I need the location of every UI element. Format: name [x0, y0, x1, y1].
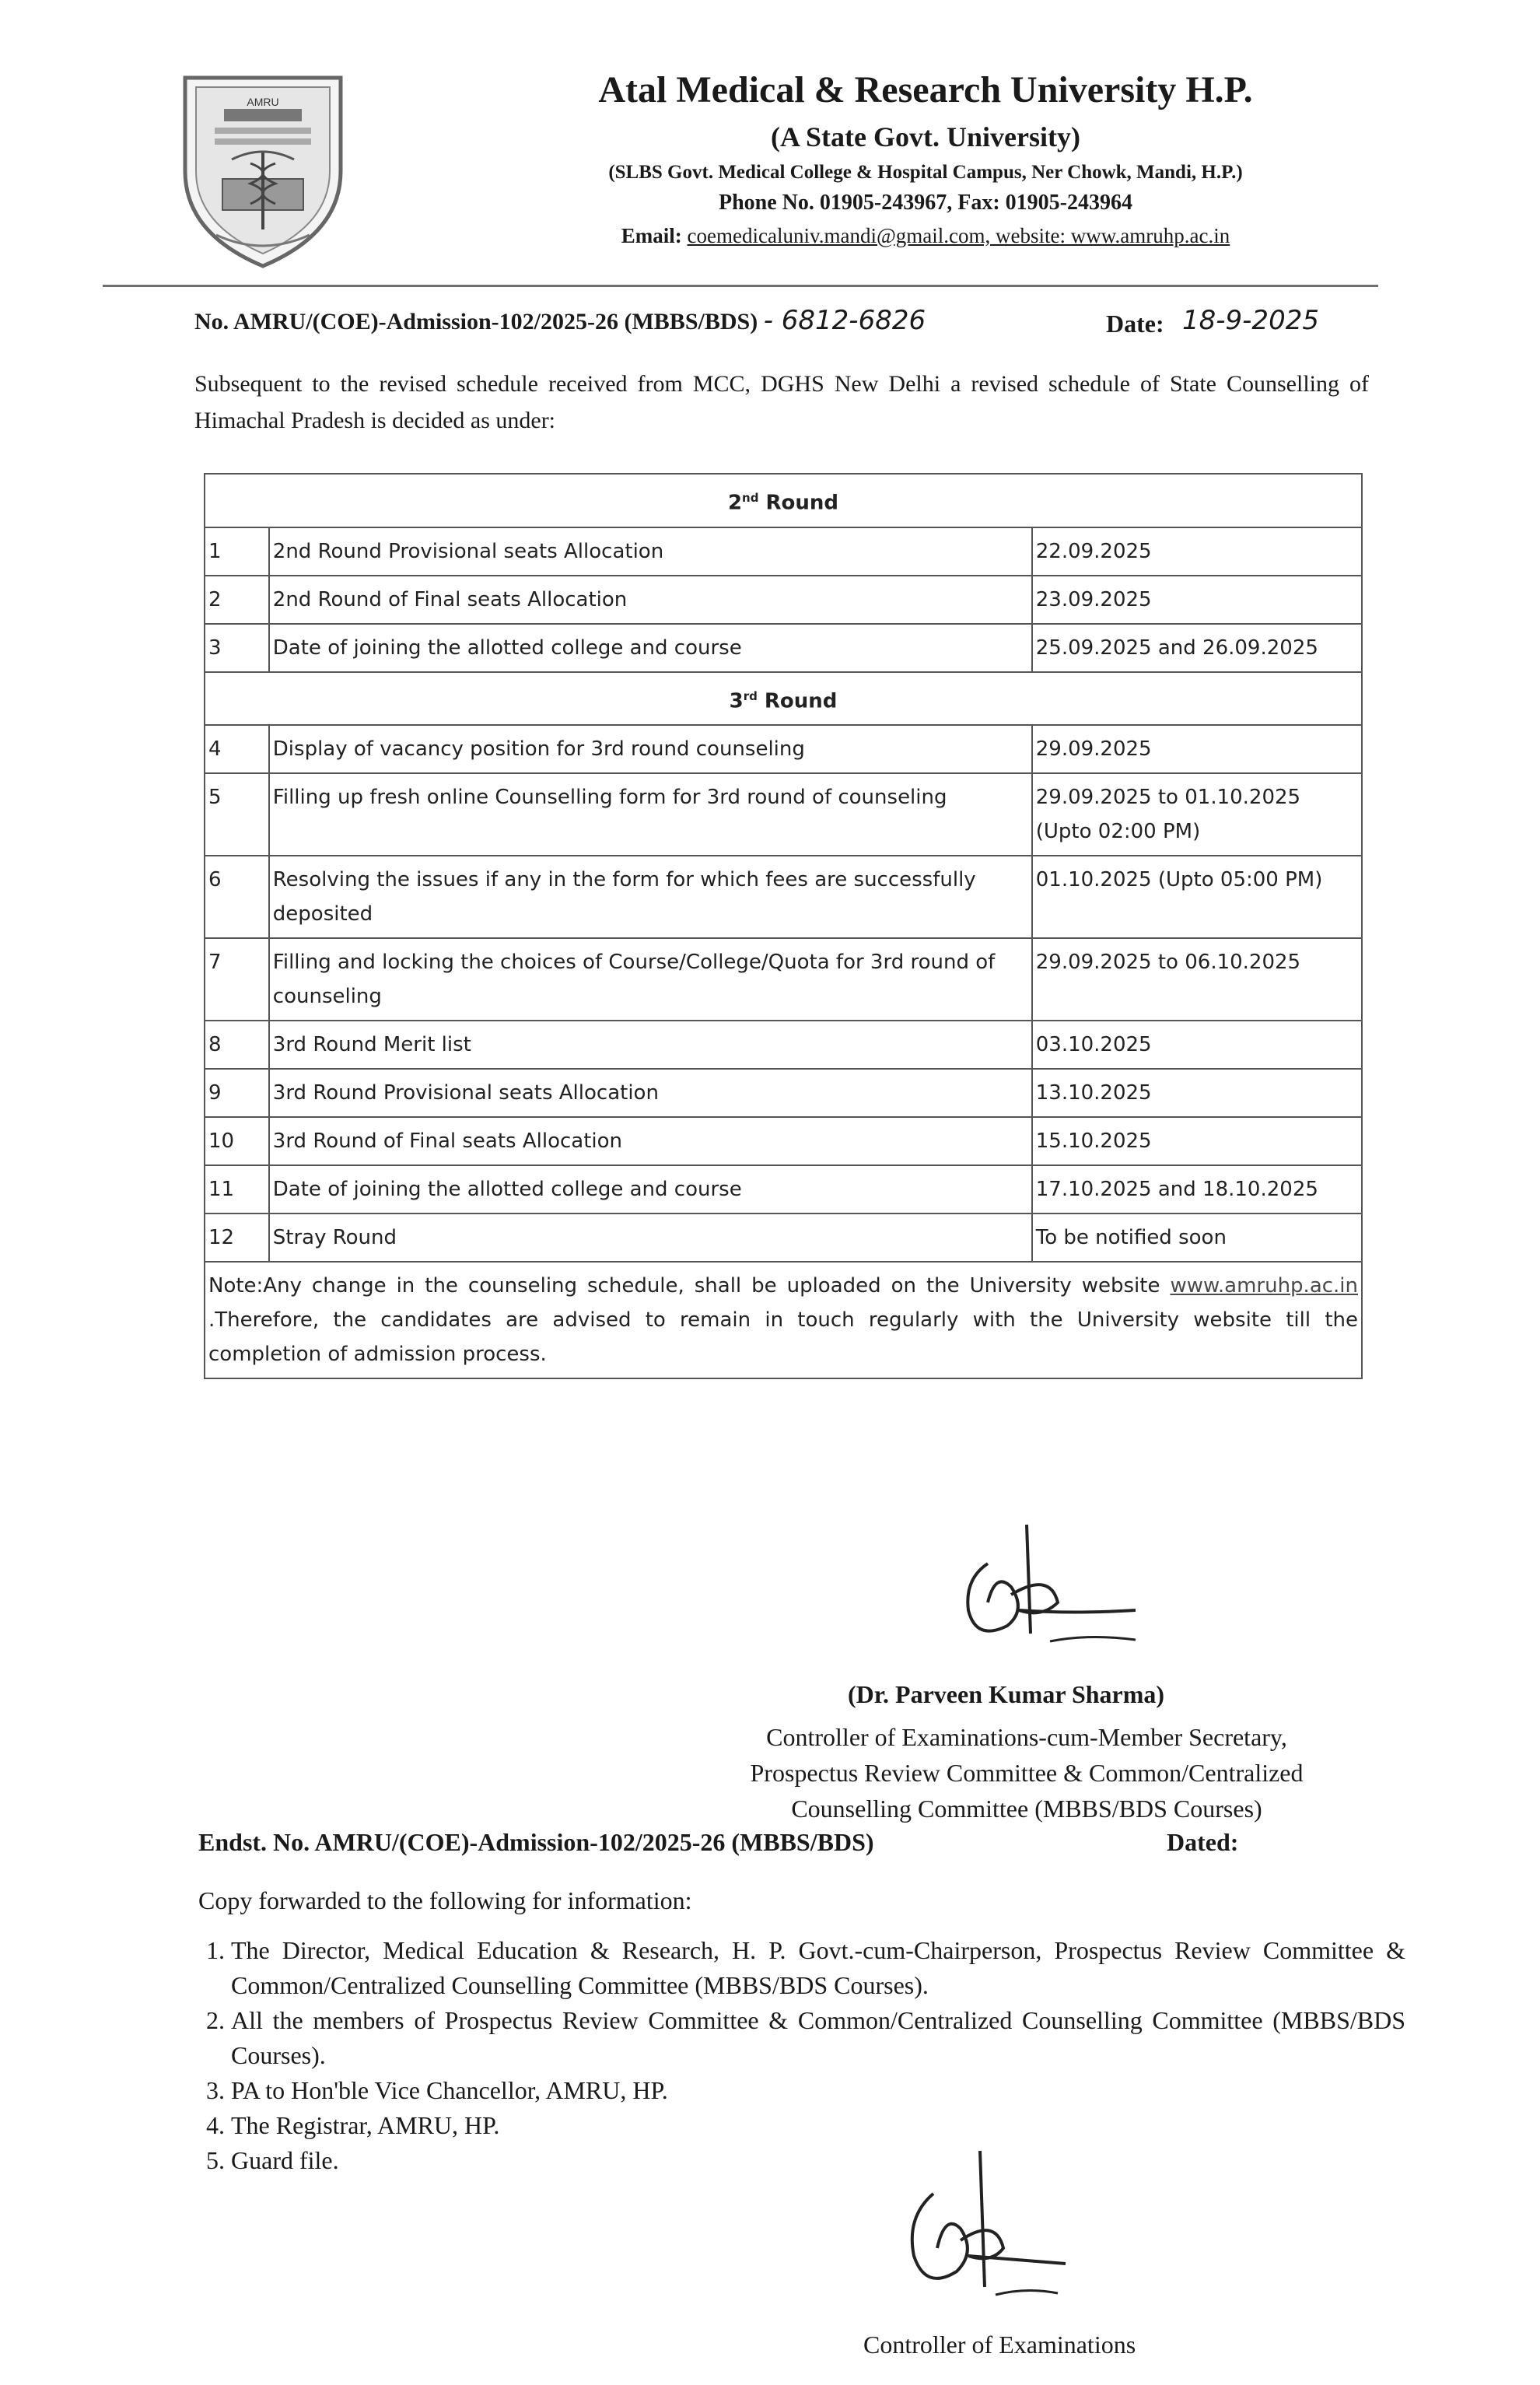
serial-number: 12 [205, 1214, 269, 1262]
university-name: Atal Medical & Research University H.P. [598, 69, 1253, 110]
designation-line-3: Counselling Committee (MBBS/BDS Courses) [791, 1795, 1262, 1823]
university-status: (A State Govt. University) [771, 121, 1080, 152]
university-website-link[interactable]: www.amruhp.ac.in [1170, 1274, 1359, 1298]
activity: Date of joining the allotted college and course [269, 624, 1032, 672]
date-label: Date: [1106, 310, 1164, 338]
signature-image-2 [887, 2147, 1089, 2318]
schedule-date: 23.09.2025 [1032, 576, 1362, 624]
serial-number: 1 [205, 527, 269, 576]
serial-number: 4 [205, 725, 269, 773]
schedule-date: 03.10.2025 [1032, 1021, 1362, 1069]
activity: 3rd Round Provisional seats Allocation [269, 1069, 1032, 1117]
endorsement-dated: Dated: [1167, 1828, 1239, 1856]
serial-number: 6 [205, 856, 269, 938]
note-prefix: Note:Any change in the counseling schedule, shall be uploaded on the University website [208, 1274, 1160, 1298]
schedule-row [205, 773, 1362, 856]
intro-paragraph: Subsequent to the revised schedule received from MCC, DGHS New Delhi a revised schedule of State Counselling of Himachal Pradesh is decided as under: [194, 371, 1369, 433]
reference-number: No. AMRU/(COE)-Admission-102/2025-26 (MBBS/BDS) [194, 309, 758, 334]
email-label: Email: [621, 224, 682, 247]
round-heading-row [205, 474, 1362, 527]
schedule-date: 22.09.2025 [1032, 527, 1362, 576]
designation-line-2: Prospectus Review Committee & Common/Centralized [750, 1759, 1304, 1787]
email-website [498, 224, 1353, 248]
serial-number: 10 [205, 1117, 269, 1165]
campus-address: (SLBS Govt. Medical College & Hospital Campus, Ner Chowk, Mandi, H.P.) [608, 162, 1243, 183]
note-row [205, 1262, 1362, 1378]
serial-number: 2 [205, 576, 269, 624]
footer-signatory: Controller of Examinations [863, 2331, 1136, 2359]
schedule-row [205, 1117, 1362, 1165]
serial-number: 8 [205, 1021, 269, 1069]
serial-number: 5 [205, 773, 269, 856]
schedule-row [205, 856, 1362, 938]
reference-line [194, 305, 926, 336]
schedule-date: To be notified soon [1032, 1214, 1362, 1262]
activity: Filling up fresh online Counselling form for 3rd round of counseling [269, 773, 1032, 856]
note-suffix: .Therefore, the candidates are advised to remain in touch regularly with the University website till the completion of admission process. [208, 1308, 1358, 1367]
logo-lettering: AMRU [247, 96, 279, 108]
schedule-row [205, 1214, 1362, 1262]
schedule-date: 29.09.2025 to 01.10.2025 (Upto 02:00 PM) [1032, 773, 1362, 856]
phone-fax: Phone No. 01905-243967, Fax: 01905-243964 [719, 191, 1132, 215]
activity: Filling and locking the choices of Course/College/Quota for 3rd round of counseling [269, 938, 1032, 1021]
recipient-list [198, 1933, 1405, 2178]
signatory-designation [677, 1719, 1377, 1826]
serial-number: 9 [205, 1069, 269, 1117]
recipient-item: 1. The Director, Medical Education & Research, H. P. Govt.-cum-Chairperson, Prospectus Review Committee & Common/Centralized Counselling Committee (MBBS/BDS Courses). [231, 1933, 1405, 2003]
serial-number: 7 [205, 938, 269, 1021]
round-2-heading: 2nd Round [205, 474, 1362, 527]
schedule-date: 29.09.2025 to 06.10.2025 [1032, 938, 1362, 1021]
university-logo [170, 62, 356, 272]
schedule-date: 15.10.2025 [1032, 1117, 1362, 1165]
schedule-date: 29.09.2025 [1032, 725, 1362, 773]
serial-number: 11 [205, 1165, 269, 1214]
schedule-date: 17.10.2025 and 18.10.2025 [1032, 1165, 1362, 1214]
endorsement-number: Endst. No. AMRU/(COE)-Admission-102/2025-26 (MBBS/BDS) [198, 1828, 874, 1856]
activity: 2nd Round Provisional seats Allocation [269, 527, 1032, 576]
handwritten-dispatch-number: - 6812-6826 [763, 305, 926, 336]
counselling-schedule-table [204, 473, 1363, 1379]
recipient-item: 4. The Registrar, AMRU, HP. [231, 2108, 1405, 2143]
round-3-heading: 3rd Round [205, 672, 1362, 726]
signature-image [933, 1517, 1167, 1672]
schedule-row [205, 725, 1362, 773]
activity: 3rd Round of Final seats Allocation [269, 1117, 1032, 1165]
activity: Resolving the issues if any in the form for which fees are successfully deposited [269, 856, 1032, 938]
activity: Stray Round [269, 1214, 1032, 1262]
schedule-date: 01.10.2025 (Upto 05:00 PM) [1032, 856, 1362, 938]
schedule-row [205, 938, 1362, 1021]
signatory-name: (Dr. Parveen Kumar Sharma) [848, 1680, 1165, 1708]
email-website-link[interactable]: coemedicaluniv.mandi@gmail.com, website: www.amruhp.ac.in [687, 224, 1230, 247]
activity: 3rd Round Merit list [269, 1021, 1032, 1069]
recipient-item: 3. PA to Hon'ble Vice Chancellor, AMRU, HP. [231, 2073, 1405, 2108]
schedule-row [205, 1165, 1362, 1214]
schedule-row [205, 1021, 1362, 1069]
schedule-date: 25.09.2025 and 26.09.2025 [1032, 624, 1362, 672]
serial-number: 3 [205, 624, 269, 672]
schedule-row [205, 576, 1362, 624]
schedule-row [205, 624, 1362, 672]
header-divider [103, 285, 1378, 287]
activity: Date of joining the allotted college and course [269, 1165, 1032, 1214]
schedule-row [205, 1069, 1362, 1117]
schedule-note [205, 1262, 1362, 1378]
schedule-row [205, 527, 1362, 576]
schedule-date: 13.10.2025 [1032, 1069, 1362, 1117]
designation-line-1: Controller of Examinations-cum-Member Secretary, [766, 1723, 1287, 1751]
activity: Display of vacancy position for 3rd round counseling [269, 725, 1032, 773]
round-heading-row [205, 672, 1362, 726]
recipient-item: 5. Guard file. [231, 2143, 1405, 2178]
handwritten-date: 18-9-2025 [1182, 305, 1319, 336]
activity: 2nd Round of Final seats Allocation [269, 576, 1032, 624]
copy-forwarded-line: Copy forwarded to the following for information: [198, 1886, 692, 1914]
recipient-item: 2. All the members of Prospectus Review Committee & Common/Centralized Counselling Committee (MBBS/BDS Courses). [231, 2003, 1405, 2073]
